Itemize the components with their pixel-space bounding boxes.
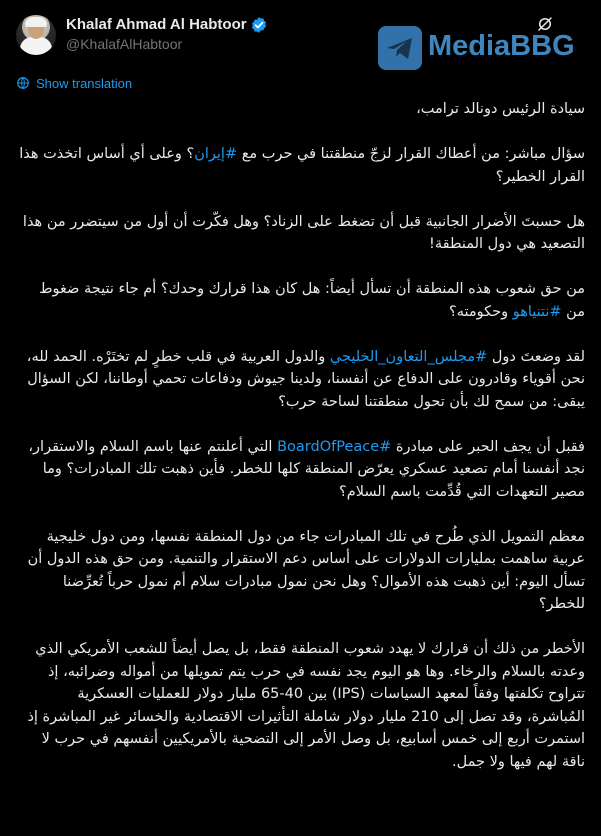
tweet-text: ؟ وعلى أي أساس اتخذت هذا القرار الخطير؟ xyxy=(19,146,585,185)
hashtag-link[interactable]: #إيران xyxy=(194,146,238,162)
tweet-text: فقبل أن يجف الحبر على مبادرة xyxy=(391,438,585,455)
tweet-text: الأخطر من ذلك أن قرارك لا يهدد شعوب المنطقة فقط، بل يصل أيضاً للشعب الأمريكي الذي وعدته بالسلام والرخاء. وها هو اليوم يجد نفسه في حرب يتم تمويلها من أمواله وضرائبه، إذ تتراوح تكلفتها وفقاً لمعهد السياسات (IPS) بين 40-65 مليار دولار للعمليات العسكرية المُباشرة، وقد تصل إلى 210 مليار دولار شاملة التأثيرات الاقتصادية والخسائر غير المباشرة إذ استمرت أربع إلى خمس أسابيع، بل وصل الأمر إلى التضحية بالأمريكيين أنفسهم في حرب لا ناقة لهم فيها ولا جمل. xyxy=(27,641,585,770)
tweet-header xyxy=(0,0,601,60)
author-handle[interactable]: @KhalafAlHabtoor xyxy=(66,36,183,52)
tweet-text: التي أعلنتم عنها باسم السلام والاستقرار، نجد أنفسنا أمام تصعيد عسكري يعرّض المنطقة كلها للخطر. فأين ذهبت تلك المبادرات؟ وما مصير التعهدات التي قُدِّمت باسم السلام؟ xyxy=(28,438,585,500)
tweet-body xyxy=(16,96,585,796)
tweet-paragraph xyxy=(16,526,585,616)
tweet-text: سؤال مباشر: من أعطاك القرار لزجّ منطقتنا في حرب مع xyxy=(237,146,585,162)
tweet-text: والدول العربية في قلب خطرٍ لم تختَرْه. الحمد لله، نحن أقوياء وقادرون على الدفاع عن أنفسنا، ولدينا جيوش ودفاعات تحمي أوطاننا، لكن السؤال يبقى: من سمح لك بأن تحول منطقتنا لساحة حرب؟ xyxy=(26,348,585,410)
telegram-logo-icon xyxy=(378,26,422,70)
tweet-text: لقد وضعتَ دول xyxy=(487,348,585,365)
show-translation-link[interactable] xyxy=(16,74,132,92)
watermark xyxy=(378,26,588,70)
tweet-text: من حق شعوب هذه المنطقة أن تسأل أيضاً: هل كان هذا قرارك وحدك؟ أم جاء نتيجة ضغوط من xyxy=(39,281,585,320)
tweet-paragraph xyxy=(16,346,585,414)
avatar[interactable] xyxy=(16,15,56,55)
tweet-paragraph xyxy=(16,436,585,504)
show-translation-label: Show translation xyxy=(36,75,133,91)
watermark-text: MediaBBG xyxy=(428,30,575,62)
hashtag-link[interactable]: #نتنياهو xyxy=(512,303,562,320)
globe-icon xyxy=(16,76,30,90)
tweet-text: سيادة الرئيس دونالد ترامب، xyxy=(416,101,585,117)
author-name[interactable]: Khalaf Ahmad Al Habtoor xyxy=(66,16,247,33)
verified-badge-icon xyxy=(250,16,268,34)
tweet-text: وحكومته؟ xyxy=(449,303,513,320)
tweet-paragraph xyxy=(16,143,585,188)
hashtag-link[interactable]: #مجلس_التعاون_الخليجي xyxy=(329,348,488,365)
tweet-paragraph xyxy=(16,638,585,773)
hashtag-link[interactable]: #BoardOfPeace xyxy=(277,438,392,455)
tweet-paragraph xyxy=(16,278,585,323)
tweet-text: هل حسبتَ الأضرار الجانبية قبل أن تضغط على الزناد؟ وهل فكّرت أن أول من سيتضرر من هذا التصعيد هي دول المنطقة! xyxy=(22,213,585,252)
tweet-paragraph xyxy=(16,211,585,256)
tweet-paragraph xyxy=(16,98,585,121)
tweet-text: معظم التمويل الذي طُرح في تلك المبادرات جاء من دول المنطقة نفسها، ومن دول خليجية عربية ساهمت بمليارات الدولارات على أساس دعم الاستقرار والتنمية. ومن حق هذه الدول أن تسأل اليوم: أين ذهبت هذه الأموال؟ وهل نحن نمول مبادرات سلام أم نمول حرباً تُعرِّضنا للخطر؟ xyxy=(27,528,585,612)
